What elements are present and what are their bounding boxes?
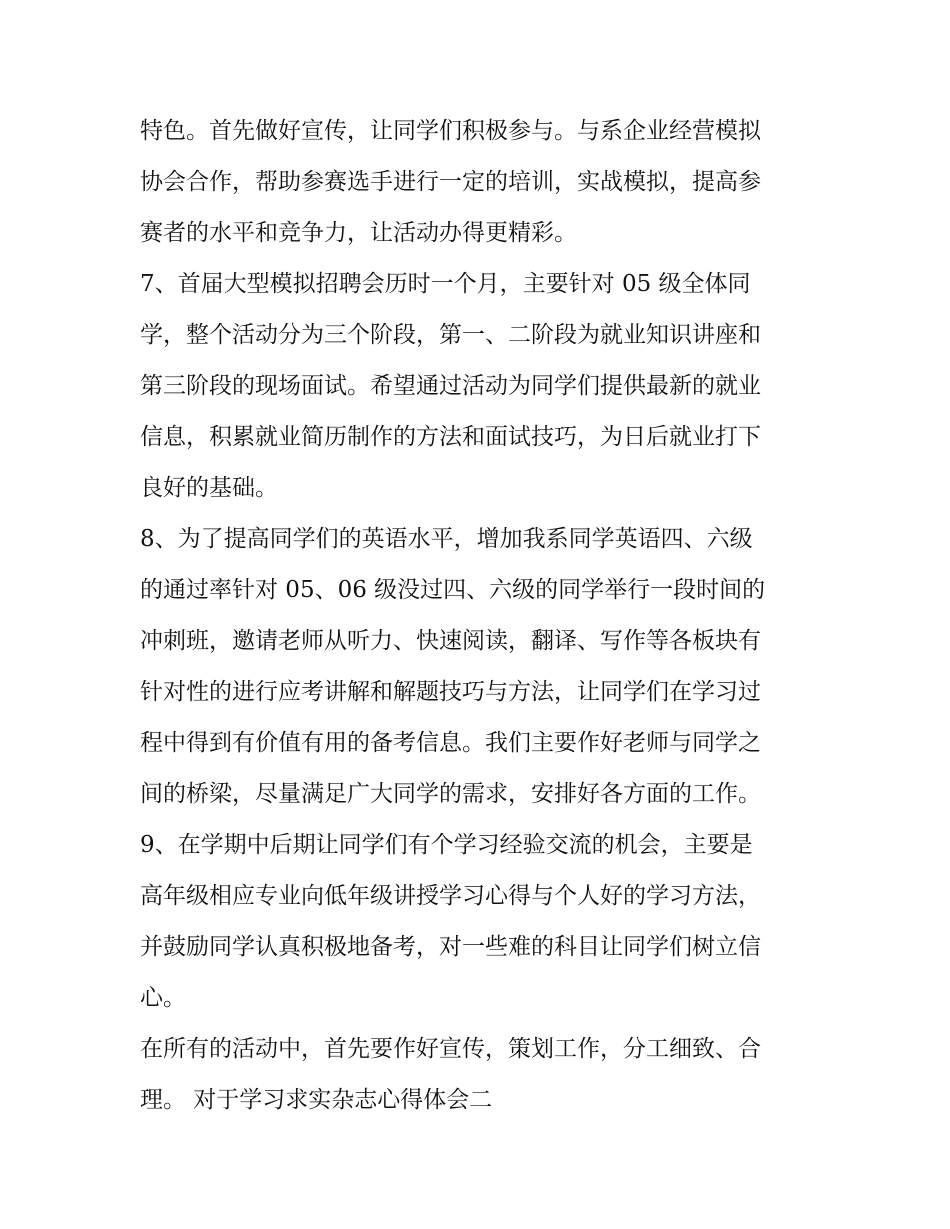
text-line: 学，整个活动分为三个阶段，第一、二阶段为就业知识讲座和 [140, 322, 761, 348]
text-line: 协会合作，帮助参赛选手进行一定的培训，实战模拟，提高参 [140, 169, 761, 195]
text-line: 良好的基础。 [140, 475, 278, 501]
text-line: 高年级相应专业向低年级讲授学习心得与个人好的学习方法， [140, 883, 761, 909]
text-line: 9、在学期中后期让同学们有个学习经验交流的机会，主要是 [140, 832, 753, 858]
text-line: 并鼓励同学认真积极地备考，对一些难的科目让同学们树立信 [140, 934, 761, 960]
text-line: 7、首届大型模拟招聘会历时一个月，主要针对 05 级全体同 [140, 271, 751, 297]
text-line: 赛者的水平和竞争力，让活动办得更精彩。 [140, 220, 577, 246]
text-line: 程中得到有价值有用的备考信息。我们主要作好老师与同学之 [140, 730, 761, 756]
text-line: 间的桥梁，尽量满足广大同学的需求，安排好各方面的工作。 [140, 781, 761, 807]
text-line: 第三阶段的现场面试。希望通过活动为同学们提供最新的就业 [140, 373, 761, 399]
text-line: 信息，积累就业简历制作的方法和面试技巧，为日后就业打下 [140, 424, 761, 450]
text-line: 冲刺班，邀请老师从听力、快速阅读，翻译、写作等各板块有 [140, 628, 761, 654]
text-line: 8、为了提高同学们的英语水平，增加我系同学英语四、六级 [140, 526, 753, 552]
text-line: 的通过率针对 05、06 级没过四、六级的同学举行一段时间的 [140, 577, 766, 603]
text-line: 理。 对于学习求实杂志心得体会二 [140, 1087, 493, 1113]
text-line: 针对性的进行应考讲解和解题技巧与方法，让同学们在学习过 [140, 679, 761, 705]
text-line: 心。 [140, 985, 186, 1011]
text-line: 在所有的活动中，首先要作好宣传，策划工作，分工细致、合 [140, 1036, 761, 1062]
document-body [140, 106, 820, 1126]
text-line: 特色。首先做好宣传，让同学们积极参与。与系企业经营模拟 [140, 118, 761, 144]
